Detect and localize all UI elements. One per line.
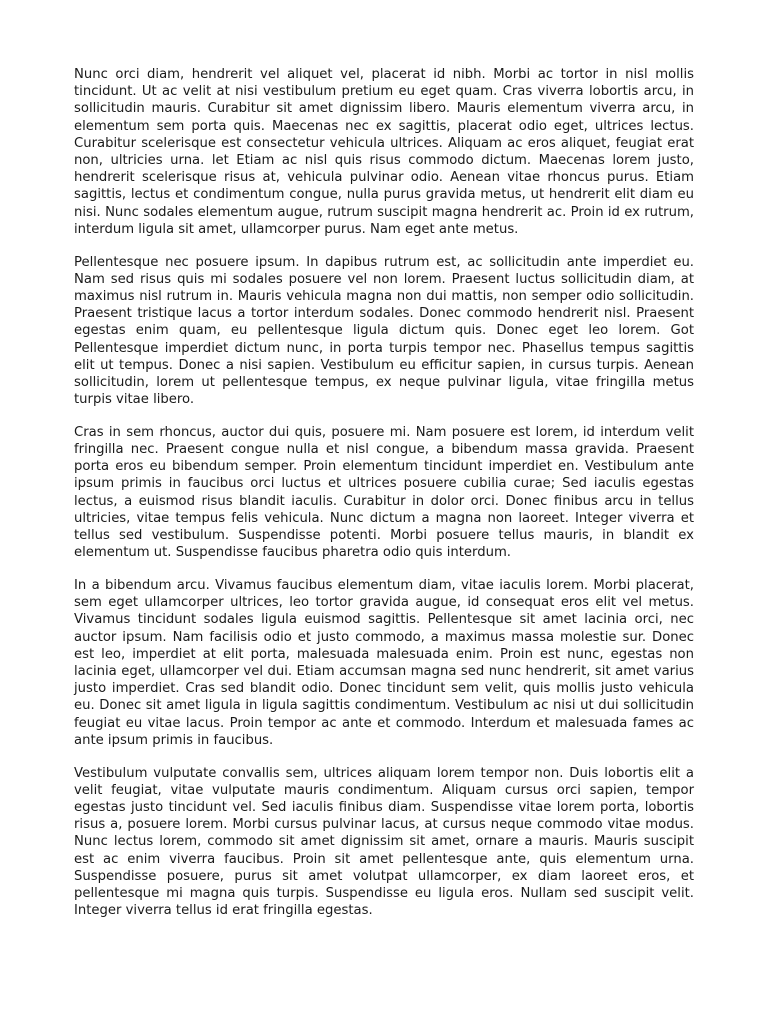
paragraph-3: Cras in sem rhoncus, auctor dui quis, posuere mi. Nam posuere est lorem, id interdum velit fringilla nec. Praesent congue nulla et nisl congue, a bibendum massa gravida. Praesent porta eros eu bibendum semper. Proin elementum tincidunt imperdiet en. Vestibulum ante ipsum primis in faucibus orci luctus et ultrices posuere cubilia curae; Sed iaculis egestas lectus, a euismod risus blandit iaculis. Curabitur in dolor orci. Donec finibus arcu in tellus ultricies, vitae tempus felis vehicula. Nunc dictum a magna non laoreet. Integer viverra et tellus sed vestibulum. Suspendisse potenti. Morbi posuere tellus mauris, in blandit ex elementum ut. Suspendisse faucibus pharetra odio quis interdum. [74,424,694,561]
paragraph-1: Nunc orci diam, hendrerit vel aliquet vel, placerat id nibh. Morbi ac tortor in nisl mollis tincidunt. Ut ac velit at nisi vestibulum pretium eu eget quam. Cras viverra lobortis arcu, in sollicitudin mauris. Curabitur sit amet dignissim libero. Mauris elementum viverra arcu, in elementum sem porta quis. Maecenas nec ex sagittis, placerat odio eget, ultrices lectus. Curabitur scelerisque est consectetur vehicula ultrices. Aliquam ac eros aliquet, feugiat erat non, ultricies urna. let Etiam ac nisl quis risus commodo dictum. Maecenas lorem justo, hendrerit scelerisque risus at, vehicula pulvinar odio. Aenean vitae rhoncus purus. Etiam sagittis, lectus et condimentum congue, nulla purus gravida metus, ut hendrerit elit diam eu nisi. Nunc sodales elementum augue, rutrum suscipit magna hendrerit ac. Proin id ex rutrum, interdum ligula sit amet, ullamcorper purus. Nam eget ante metus. [74,67,694,237]
paragraph-5: Vestibulum vulputate convallis sem, ultrices aliquam lorem tempor non. Duis lobortis elit a velit feugiat, vitae vulputate mauris condimentum. Aliquam cursus orci sapien, tempor egestas justo tincidunt vel. Sed iaculis finibus diam. Suspendisse vitae lorem porta, lobortis risus a, posuere lorem. Morbi cursus pulvinar lacus, at cursus neque commodo vitae modus. Nunc lectus lorem, commodo sit amet dignissim sit amet, ornare a mauris. Mauris suscipit est ac enim viverra faucibus. Proin sit amet pellentesque ante, quis elementum urna. Suspendisse posuere, purus sit amet volutpat ullamcorper, ex diam laoreet eros, et pellentesque mi magna quis turpis. Suspendisse eu ligula eros. Nullam sed suscipit velit. Integer viverra tellus id erat fringilla egestas. [74,765,694,919]
document-page [74,66,694,935]
paragraph-4: In a bibendum arcu. Vivamus faucibus elementum diam, vitae iaculis lorem. Morbi placerat, sem eget ullamcorper ultrices, leo tortor gravida augue, id consequat eros elit vel metus. Vivamus tincidunt sodales ligula euismod sagittis. Pellentesque sit amet lacinia orci, nec auctor ipsum. Nam facilisis odio et justo commodo, a maximus massa molestie sur. Donec est leo, imperdiet at elit porta, malesuada malesuada enim. Proin est nunc, egestas non lacinia eget, ullamcorper vel dui. Etiam accumsan magna sed nunc hendrerit, sit amet varius justo imperdiet. Cras sed blandit odio. Donec tincidunt sem velit, quis mollis justo vehicula eu. Donec sit amet ligula in ligula sagittis condimentum. Vestibulum ac nisi ut dui sollicitudin feugiat eu vitae lacus. Proin tempor ac ante et commodo. Interdum et malesuada fames ac ante ipsum primis in faucibus. [74,577,694,748]
paragraph-2: Pellentesque nec posuere ipsum. In dapibus rutrum est, ac sollicitudin ante imperdiet eu. Nam sed risus quis mi sodales posuere vel non lorem. Praesent luctus sollicitudin diam, at maximus nisl rutrum in. Mauris vehicula magna non dui mattis, non semper odio sollicitudin. Praesent tristique lacus a tortor interdum sodales. Donec commodo hendrerit nisl. Praesent egestas enim quam, eu pellentesque ligula dictum quis. Donec eget leo lorem. Got Pellentesque imperdiet dictum nunc, in porta turpis tempor nec. Phasellus tempus sagittis elit ut tempus. Donec a nisi sapien. Vestibulum eu efficitur sapien, in cursus turpis. Aenean sollicitudin, lorem ut pellentesque tempus, ex neque pulvinar ligula, vitae fringilla metus turpis vitae libero. [74,254,694,408]
